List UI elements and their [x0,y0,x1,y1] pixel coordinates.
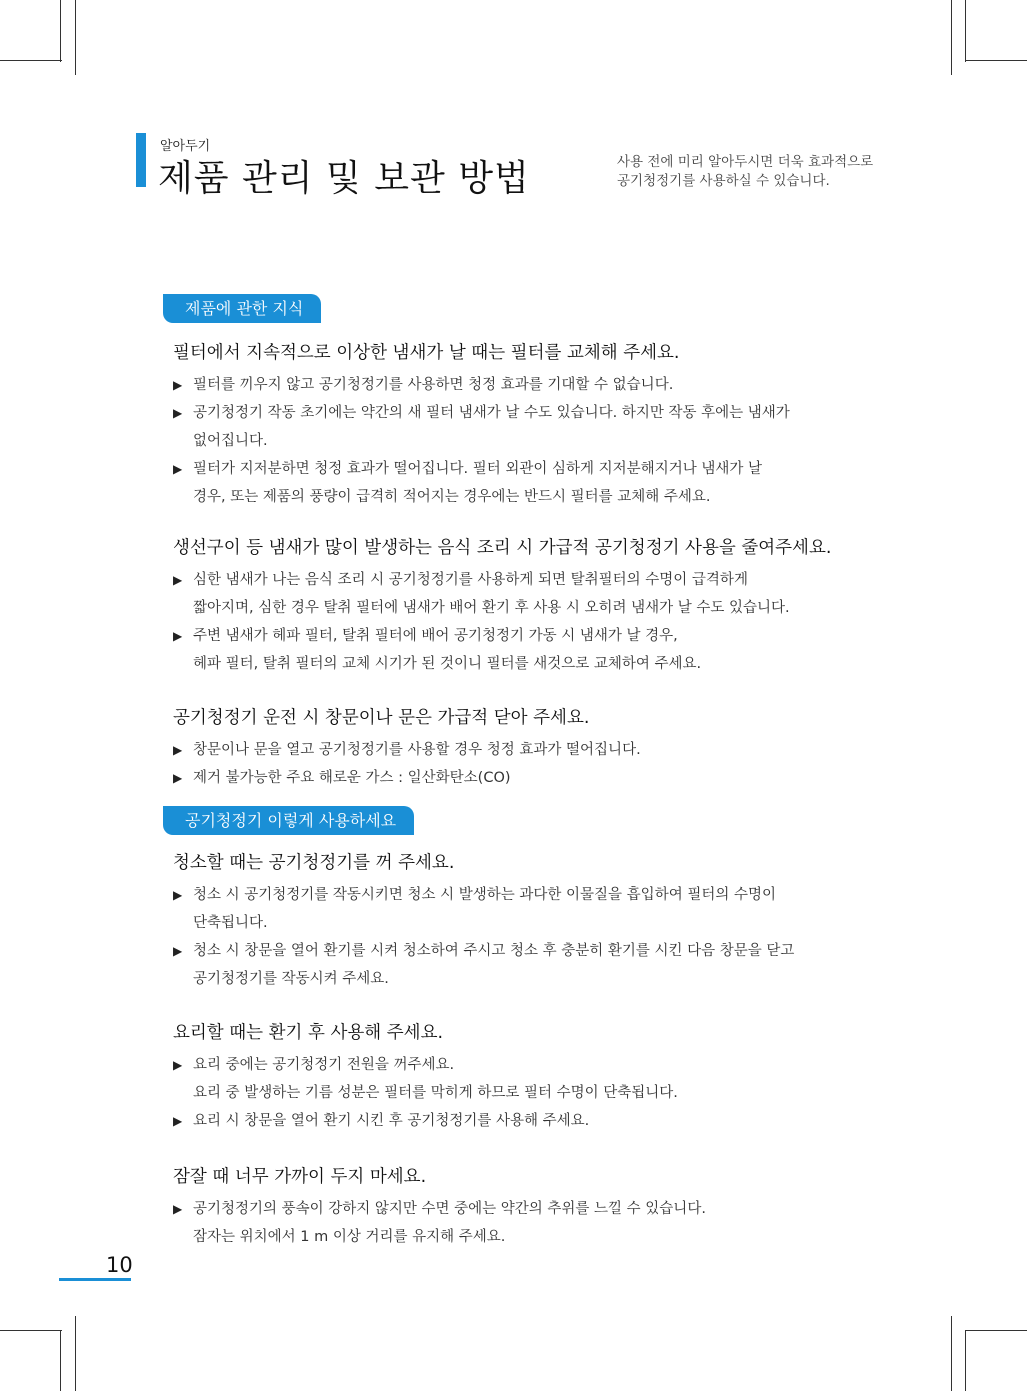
crop-mark [951,0,952,75]
block-heading: 공기청정기 운전 시 창문이나 문은 가급적 닫아 주세요. [173,708,590,728]
bullet-line: 공기청정기의 풍속이 강하지 않지만 수면 중에는 약간의 추위를 느낄 수 있습니다. [193,1201,706,1217]
bullet-line: 단축됩니다. [193,915,268,931]
content-block [173,706,873,792]
bullet-item [173,1051,873,1107]
crop-mark [0,60,62,61]
bullet-item [173,937,873,993]
content-block [173,1021,873,1135]
bullet-arrow-icon: ▶ [173,888,183,902]
bullet-line: 창문이나 문을 열고 공기청정기를 사용할 경우 청정 효과가 떨어집니다. [193,742,641,758]
block-heading: 생선구이 등 냄새가 많이 발생하는 음식 조리 시 가급적 공기청정기 사용을 줄여주세요. [173,538,832,558]
bullet-item [173,1195,873,1251]
bullet-line: 잠자는 위치에서 1 m 이상 거리를 유지해 주세요. [193,1229,506,1245]
crop-mark [0,1330,62,1331]
crop-mark [965,0,966,62]
bullet-arrow-icon: ▶ [173,462,183,476]
bullet-line: 경우, 또는 제품의 풍량이 급격히 적어지는 경우에는 반드시 필터를 교체해 주세요. [193,489,711,505]
crop-mark [75,0,76,75]
bullet-line: 필터가 지저분하면 청정 효과가 떨어집니다. 필터 외관이 심하게 지저분해지거나 냄새가 날 [193,461,762,477]
intro-text [617,153,873,191]
content-block [173,341,873,511]
block-heading: 청소할 때는 공기청정기를 꺼 주세요. [173,853,455,873]
content-block [173,851,873,993]
bullet-arrow-icon: ▶ [173,944,183,958]
intro-line: 사용 전에 미리 알아두시면 더욱 효과적으로 [617,154,874,170]
bullet-line: 헤파 필터, 탈취 필터의 교체 시기가 된 것이니 필터를 새것으로 교체하여 주세요. [193,656,702,672]
bullet-arrow-icon: ▶ [173,629,183,643]
bullet-line: 요리 시 창문을 열어 환기 시킨 후 공기청정기를 사용해 주세요. [193,1113,590,1129]
bullet-line: 짧아지며, 심한 경우 탈취 필터에 냄새가 배어 환기 후 사용 시 오히려 냄새가 날 수도 있습니다. [193,600,790,616]
bullet-arrow-icon: ▶ [173,406,183,420]
bullet-arrow-icon: ▶ [173,1058,183,1072]
bullet-item [173,371,873,399]
bullet-arrow-icon: ▶ [173,743,183,757]
bullet-item [173,764,873,792]
bullet-line: 주변 냄새가 헤파 필터, 탈취 필터에 배어 공기청정기 가동 시 냄새가 날 경우, [193,628,678,644]
intro-line: 공기청정기를 사용하실 수 있습니다. [617,173,830,189]
crop-mark [60,1330,61,1391]
bullet-item [173,1107,873,1135]
bullet-item [173,622,873,678]
bullet-item [173,736,873,764]
bullet-item [173,399,873,455]
crop-mark [965,60,1027,61]
bullet-arrow-icon: ▶ [173,1114,183,1128]
bullet-arrow-icon: ▶ [173,378,183,392]
block-heading: 필터에서 지속적으로 이상한 냄새가 날 때는 필터를 교체해 주세요. [173,343,680,363]
title-accent-bar [136,133,146,187]
bullet-arrow-icon: ▶ [173,771,183,785]
page-number: 10 [106,1253,133,1277]
crop-mark [75,1316,76,1391]
bullet-item [173,566,873,622]
content-block [173,536,873,678]
bullet-line: 공기청정기 작동 초기에는 약간의 새 필터 냄새가 날 수도 있습니다. 하지만 작동 후에는 냄새가 [193,405,790,421]
page-number-rule [59,1278,131,1281]
crop-mark [965,1330,966,1391]
crop-mark [965,1330,1027,1331]
bullet-arrow-icon: ▶ [173,1202,183,1216]
crop-mark [60,0,61,62]
section-tag-product-knowledge: 제품에 관한 지식 [163,294,321,323]
bullet-line: 제거 불가능한 주요 해로운 가스 : 일산화탄소(CO) [193,770,511,786]
bullet-line: 청소 시 공기청정기를 작동시키면 청소 시 발생하는 과다한 이물질을 흡입하여 필터의 수명이 [193,887,776,903]
block-heading: 잠잘 때 너무 가까이 두지 마세요. [173,1167,427,1187]
bullet-line: 심한 냄새가 나는 음식 조리 시 공기청정기를 사용하게 되면 탈취필터의 수명이 급격하게 [193,572,748,588]
bullet-line: 공기청정기를 작동시켜 주세요. [193,971,389,987]
page-title: 제품 관리 및 보관 방법 [158,158,530,199]
bullet-item [173,455,873,511]
section-tag-usage-tips: 공기청정기 이렇게 사용하세요 [163,806,414,835]
section-kicker: 알아두기 [160,139,211,154]
bullet-line: 요리 중에는 공기청정기 전원을 꺼주세요. [193,1057,455,1073]
bullet-arrow-icon: ▶ [173,573,183,587]
bullet-line: 필터를 끼우지 않고 공기청정기를 사용하면 청정 효과를 기대할 수 없습니다. [193,377,674,393]
block-heading: 요리할 때는 환기 후 사용해 주세요. [173,1023,444,1043]
bullet-item [173,881,873,937]
bullet-line: 청소 시 창문을 열어 환기를 시켜 청소하여 주시고 청소 후 충분히 환기를 시킨 다음 창문을 닫고 [193,943,795,959]
content-block [173,1165,873,1251]
crop-mark [951,1316,952,1391]
bullet-line: 요리 중 발생하는 기름 성분은 필터를 막히게 하므로 필터 수명이 단축됩니다. [193,1085,678,1101]
bullet-line: 없어집니다. [193,433,268,449]
